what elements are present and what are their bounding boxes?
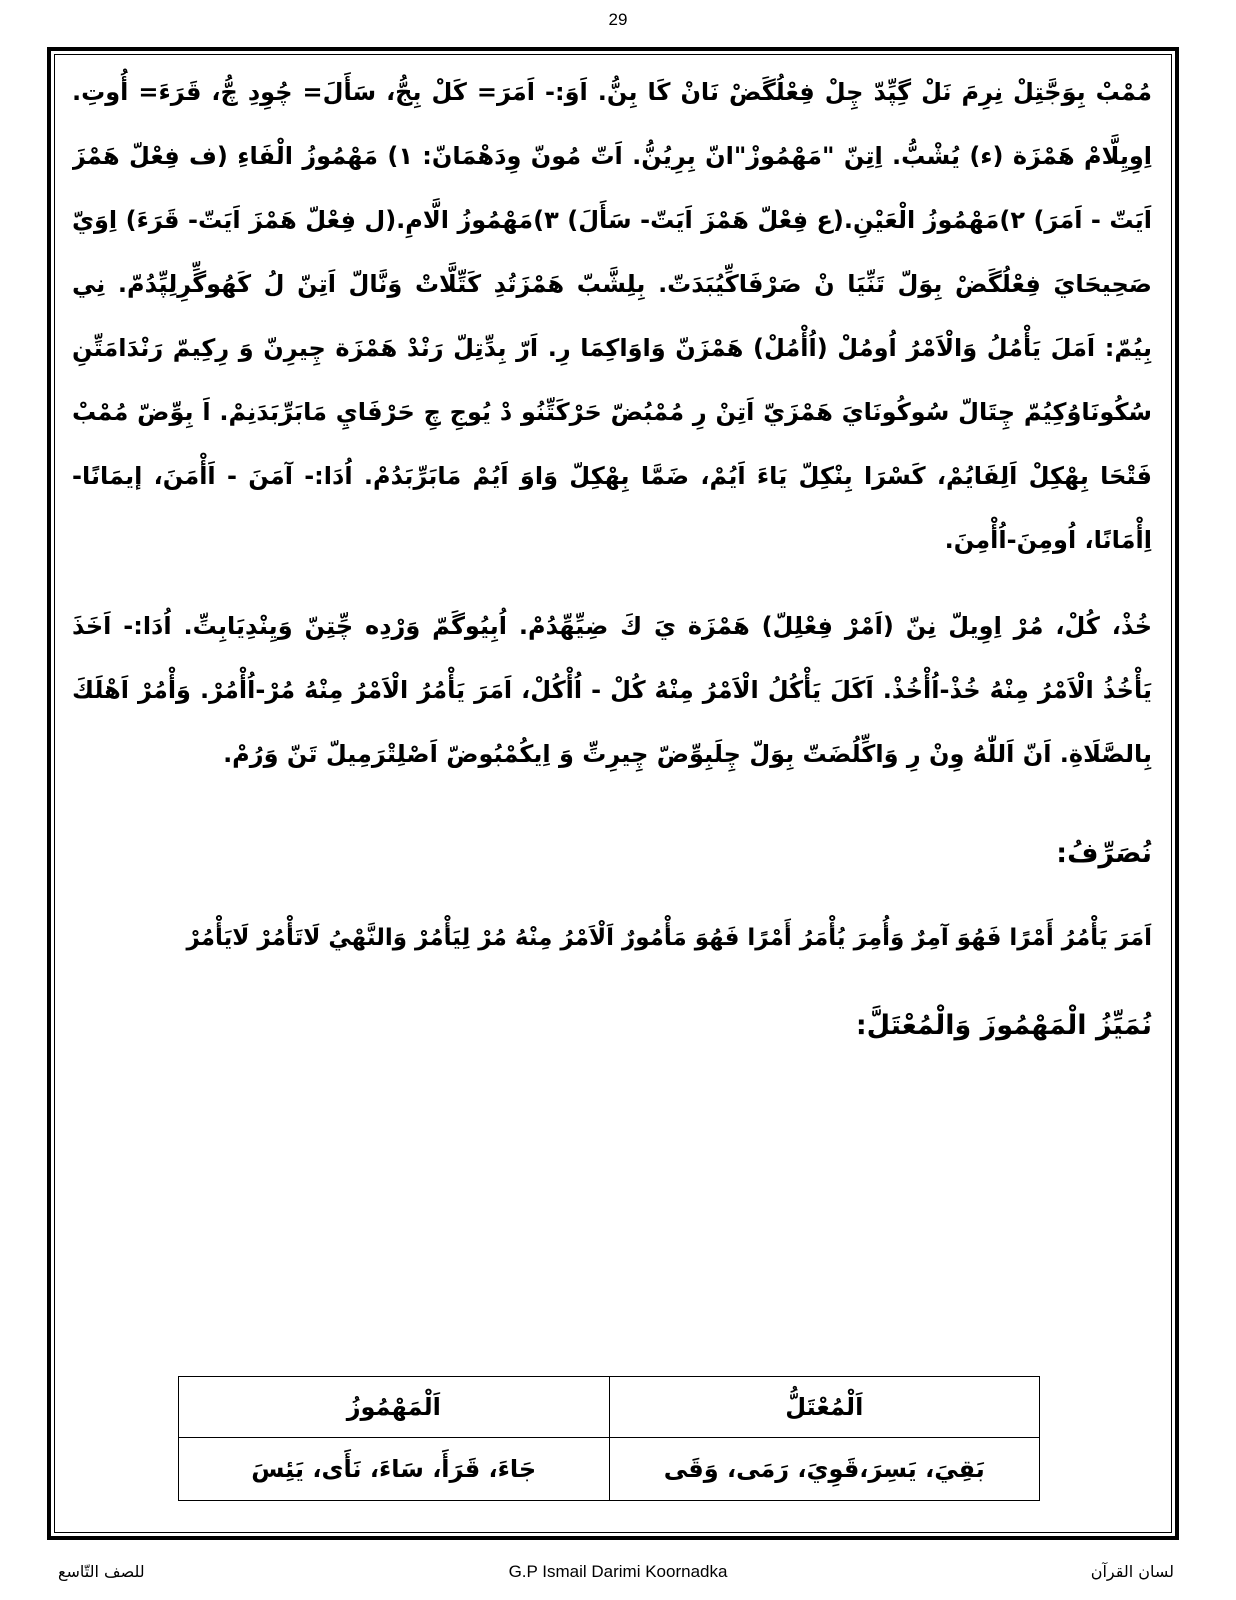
table-cell-mutal-examples: بَقِيَ، يَسِرَ،قَوِيَ، رَمَى، وَقَى <box>609 1438 1040 1501</box>
table-cell-mahmooz-examples: جَاءَ، قَرَأَ، سَاءَ، نَأَى، يَئِسَ <box>179 1438 610 1501</box>
conjugation-heading: نُصَرِّفُ: <box>1056 838 1152 869</box>
page-content <box>72 60 1152 1480</box>
page-number: 29 <box>608 10 628 29</box>
conjugation-text: اَمَرَ يَأْمُرُ أَمْرًا فَهُوَ آمِرٌ وَأُمِرَ يُأْمَرُ أَمْرًا فَهُوَ مَأْمُورٌ اَلْاَمْرُ مِنْهُ مُرْ لِيَأْمُرْ وَالنَّهْيُ لَاتَأْمُرْ لَايَأْمُرْ <box>186 925 1152 951</box>
table-row <box>179 1438 1040 1501</box>
table-header-row <box>179 1377 1040 1438</box>
table-header-mutal: اَلْمُعْتَلُّ <box>609 1377 1040 1438</box>
mutal-mahmooz-table <box>178 1376 1040 1501</box>
footer-class-label: للصف التّاسع <box>58 1562 145 1581</box>
footer-author: G.P Ismail Darimi Koornadka <box>508 1562 728 1581</box>
table-header-mahmooz: اَلْمَهْمُوزُ <box>179 1377 610 1438</box>
distinction-heading: نُمَيِّزُ الْمَهْمُوزَ وَالْمُعْتَلَّ: <box>855 1010 1152 1041</box>
paragraph-mahmooz-intro: مُمْبْ بِوَجَّتِلْ نِرِمَ نَلْ گِپِّدّ چِلْ فِعْلُگَضْ نَانْ كَا بِنُّ. اَوَ:- اَمَرَ= كَلْ بِجُّ، سَأَلَ= چُوِدِ چُّ، قَرَءَ= أُوتِ. اِوِيِلَّامْ هَمْزَة (ء) يُشْبُّ. اِتِنّ "مَهْمُوزْ"انّ بِرِيُنُّ. اَتّ مُونّ وِدَهْمَانّ: ١) مَهْمُوزُ الْفَاءِ (ف فِعْلّ هَمْزَ اَيَتّ - اَمَرَ) ٢)مَهْمُوزُ الْعَيْنِ.(ع فِعْلّ هَمْزَ اَيَتّ- سَأَلَ) ٣)مَهْمُوزُ الَّامِ.(ل فِعْلّ هَمْزَ اَيَتّ- قَرَءَ) اِوَيّ صَحِيحَايَ فِعْلُگَضْ بِوَلّ تَنِّيَا نْ صَرْفَاكِّيُبَدَتّ. بِلِشَّبّ هَمْزَتُدِ كَتِّلَّاتْ وَنَّالّ اَتِنّ لُ كَهُوگِّرِلِپِّدُمّ. نِي بِيُمّ: اَمَلَ يَأْمُلُ وَالْاَمْرُ اُومُلْ (اُأْمُلْ) هَمْزَنّ وَاوَاكِمَا رِ. اَرّ بِدِّتِلّ رَنْدْ هَمْزَة چِيرِنّ وَ رِكِيمّ رَنْدَامَتِّنِ سُكُونَاوُكِيُمّ چِتَالّ سُوكُونَايَ هَمْزَيّ اَتِنْ رِ مُمْبُضّ حَرْكَتِّنُو دْ يُوجِ چِ حَرْفَايِ مَابَرِّبَدَنِمْ. اَ بِوِّضّ مُمْبْ فَتْحَا بِهْكِلْ اَلِفَايُمْ، كَسْرَا بِنْكِلّ يَاءَ اَيُمْ، ضَمَّا بِهْكِلّ وَاوَ اَيُمْ مَابَرِّبَدُمْ. اُدَا:- آمَنَ - اَأْمَنَ، إيمَانًا- اِأْمَانًا، اُومِنَ-اُأْمِنَ. <box>72 78 1152 554</box>
paragraph-amr-examples: خُذْ، كُلْ، مُرْ اِوِيلّ نِنّ (اَمْرْ فِعْلِلّ) هَمْزَة يَ كَ ضِيِّهِّدُمْ. اُبِيُوگَمّ وَرْدِه چِّتِنّ وَيِنْدِيَابِتِّ. اُدَا:- اَخَذَ يَأْخُذُ الْاَمْرُ مِنْهُ خُذْ-اُأْخُذْ. اَكَلَ يَأْكُلُ الْاَمْرُ مِنْهُ كُلْ - اُأْكُلْ، اَمَرَ يَأْمُرُ الْاَمْرُ مِنْهُ مُرْ-اُأْمُرْ. وَأْمُرْ اَهْلَكَ بِالصَّلَاةِ. اَنّ اَللّٰهُ وِنْ رِ وَاكِّلُضَتّ بِوَلّ چِلَبِوِّضّ چِيرِتِّ وَ اِيكُمْبُوضّ اَصْلِتْرَمِيلّ تَنّ وَرُمْ. <box>72 612 1152 768</box>
footer-book-title: لسان القرآن <box>1090 1562 1174 1581</box>
